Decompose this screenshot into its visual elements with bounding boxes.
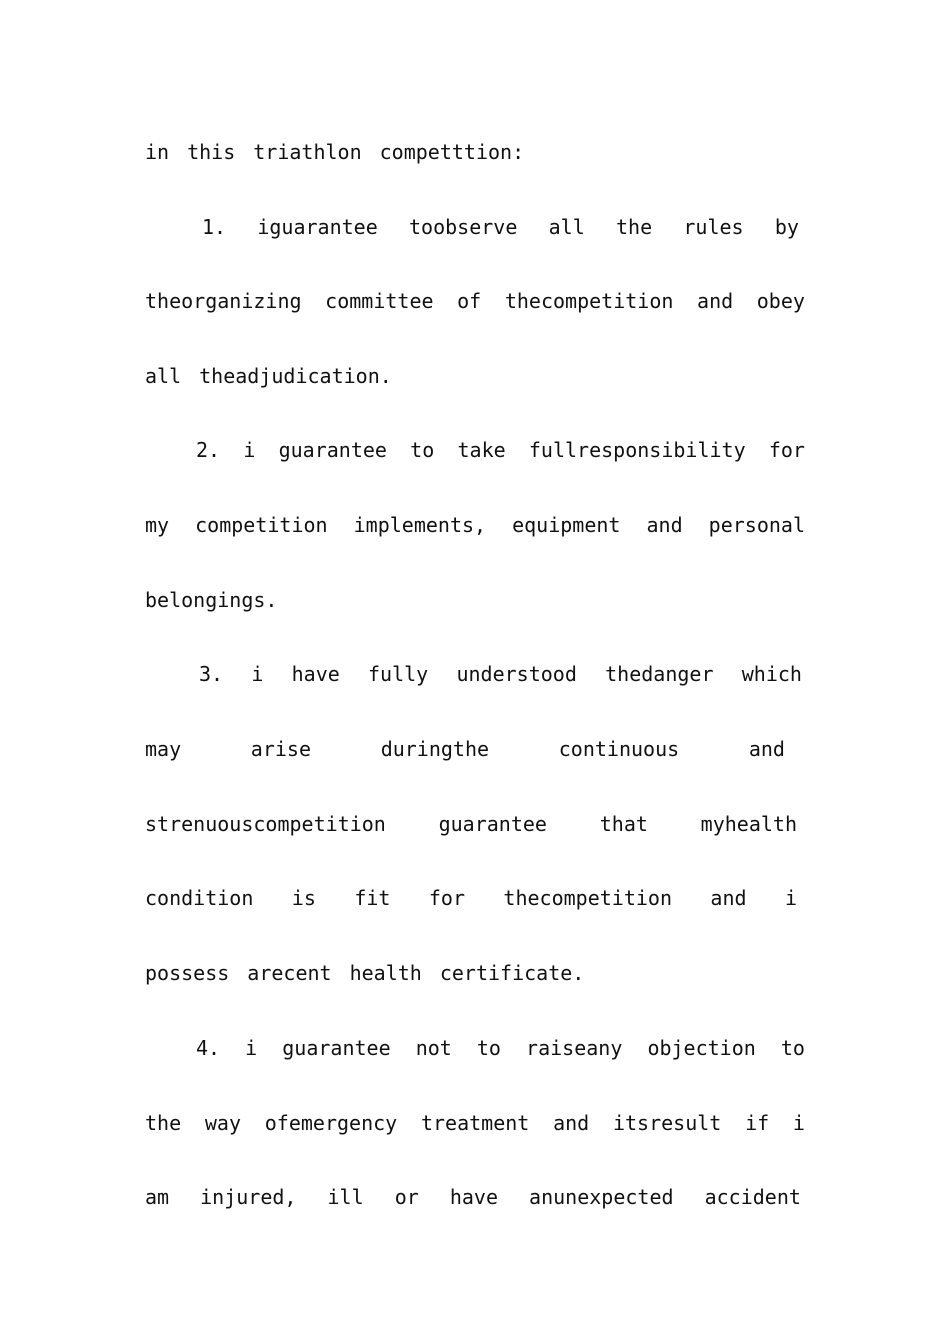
word: the bbox=[616, 215, 653, 239]
word: theorganizing bbox=[145, 289, 302, 313]
word: in bbox=[145, 140, 170, 164]
word: to bbox=[476, 1036, 501, 1060]
word: may bbox=[145, 737, 182, 761]
word: implements, bbox=[353, 513, 487, 537]
word: am bbox=[145, 1185, 170, 1209]
word: competition bbox=[195, 513, 328, 537]
word: i bbox=[251, 662, 264, 686]
word: of bbox=[457, 289, 482, 313]
word: by bbox=[774, 215, 799, 239]
text-line-12 bbox=[145, 953, 805, 993]
word: way bbox=[204, 1111, 241, 1135]
word: ofemergency bbox=[264, 1111, 398, 1135]
word: continuous bbox=[558, 737, 680, 761]
text-line-4 bbox=[145, 356, 805, 396]
word: i bbox=[243, 438, 256, 462]
word: itsresult bbox=[612, 1111, 722, 1135]
text-line-9 bbox=[145, 729, 785, 769]
word: theadjudication. bbox=[199, 364, 392, 388]
list-number: 4. bbox=[196, 1036, 221, 1060]
word: i bbox=[245, 1036, 258, 1060]
word: or bbox=[394, 1185, 419, 1209]
word: which bbox=[741, 662, 802, 686]
list-number: 1. bbox=[202, 215, 227, 239]
text-line-6 bbox=[145, 505, 805, 545]
word: injured, bbox=[200, 1185, 297, 1209]
word: triathlon bbox=[253, 140, 362, 164]
word: iguarantee bbox=[257, 215, 378, 239]
word: and bbox=[748, 737, 785, 761]
text-line-10 bbox=[145, 804, 797, 844]
word: personal bbox=[708, 513, 805, 537]
text-line-7 bbox=[145, 580, 805, 620]
word: all bbox=[145, 364, 182, 388]
word: health bbox=[349, 961, 422, 985]
word: to bbox=[410, 438, 435, 462]
word: toobserve bbox=[409, 215, 518, 239]
word: i bbox=[784, 886, 797, 910]
text-line-1 bbox=[145, 132, 805, 172]
list-number: 3. bbox=[199, 662, 224, 686]
word: thedanger bbox=[605, 662, 714, 686]
word: duringthe bbox=[380, 737, 490, 761]
word: understood bbox=[456, 662, 577, 686]
text-line-8 bbox=[199, 654, 802, 694]
word: raiseany bbox=[526, 1036, 623, 1060]
word: equipment bbox=[512, 513, 621, 537]
word: fully bbox=[368, 662, 429, 686]
word: belongings. bbox=[145, 588, 278, 612]
word: possess bbox=[145, 961, 230, 985]
word: if bbox=[745, 1111, 770, 1135]
word: have bbox=[291, 662, 340, 686]
word: thecompetition bbox=[503, 886, 672, 910]
word: for bbox=[768, 438, 805, 462]
word: to bbox=[780, 1036, 805, 1060]
word: have bbox=[449, 1185, 498, 1209]
word: myhealth bbox=[700, 812, 797, 836]
word: accident bbox=[704, 1185, 801, 1209]
word: and bbox=[646, 513, 683, 537]
word: committee bbox=[325, 289, 434, 313]
word: my bbox=[145, 513, 170, 537]
word: anunexpected bbox=[529, 1185, 674, 1209]
word: is bbox=[291, 886, 316, 910]
word: treatment bbox=[420, 1111, 530, 1135]
word: that bbox=[599, 812, 648, 836]
text-line-15 bbox=[145, 1177, 801, 1217]
word: take bbox=[457, 438, 506, 462]
list-number: 2. bbox=[196, 438, 221, 462]
word: this bbox=[187, 140, 236, 164]
word: certificate. bbox=[439, 961, 585, 985]
word: obey bbox=[756, 289, 805, 313]
text-line-11 bbox=[145, 878, 797, 918]
word: ill bbox=[327, 1185, 364, 1209]
word: rules bbox=[683, 215, 744, 239]
word: and bbox=[553, 1111, 590, 1135]
word: guarantee bbox=[282, 1036, 391, 1060]
word: and bbox=[710, 886, 747, 910]
word: condition bbox=[145, 886, 254, 910]
text-line-5 bbox=[196, 430, 805, 470]
text-line-13 bbox=[196, 1028, 805, 1068]
text-line-14 bbox=[145, 1103, 805, 1143]
word: strenuouscompetition bbox=[145, 812, 386, 836]
word: fullresponsibility bbox=[528, 438, 746, 462]
word: guarantee bbox=[438, 812, 547, 836]
word: i bbox=[792, 1111, 805, 1135]
word: competttion: bbox=[379, 140, 525, 164]
word: arecent bbox=[247, 961, 332, 985]
word: all bbox=[548, 215, 585, 239]
word: arise bbox=[250, 737, 312, 761]
word: thecompetition bbox=[504, 289, 674, 313]
text-line-3 bbox=[145, 281, 805, 321]
word: fit bbox=[354, 886, 391, 910]
word: objection bbox=[647, 1036, 756, 1060]
word: for bbox=[428, 886, 465, 910]
word: not bbox=[415, 1036, 452, 1060]
word: and bbox=[697, 289, 734, 313]
word: the bbox=[145, 1111, 182, 1135]
text-line-2 bbox=[202, 207, 799, 247]
word: guarantee bbox=[278, 438, 387, 462]
